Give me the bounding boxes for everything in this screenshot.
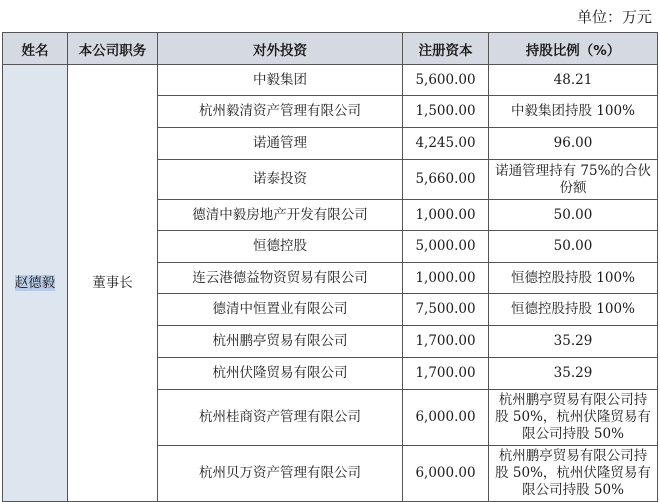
ratio-cell: 50.00 [489, 200, 658, 231]
ratio-cell: 50.00 [489, 231, 658, 263]
investment-table [2, 32, 658, 502]
ratio-cell: 恒德控股持股 100% [489, 294, 658, 326]
capital-cell: 5,600.00 [403, 65, 489, 96]
company-cell: 杭州伏隆贸易有限公司 [158, 358, 403, 390]
company-cell: 杭州桂商资产管理有限公司 [158, 390, 403, 446]
capital-cell: 4,245.00 [403, 128, 489, 160]
capital-cell: 1,000.00 [403, 200, 489, 231]
unit-label: 单位：万元 [576, 8, 652, 26]
company-cell: 连云港德益物资贸易有限公司 [158, 263, 403, 294]
ratio-cell: 中毅集团持股 100% [489, 96, 658, 128]
capital-cell: 5,660.00 [403, 160, 489, 200]
ratio-cell: 杭州鹏亭贸易有限公司持股 50%，杭州伏隆贸易有限公司持股 50% [489, 390, 658, 446]
person-name-cell [3, 65, 68, 502]
company-cell: 德清中毅房地产开发有限公司 [158, 200, 403, 231]
ratio-cell: 诺通管理持有 75%的合伙份额 [489, 160, 658, 200]
ratio-cell: 杭州鹏亭贸易有限公司持股 50%，杭州伏隆贸易有限公司持股 50% [489, 446, 658, 502]
capital-cell: 1,500.00 [403, 96, 489, 128]
company-cell: 杭州毅清资产管理有限公司 [158, 96, 403, 128]
table-header-row [3, 33, 658, 65]
capital-cell: 6,000.00 [403, 390, 489, 446]
company-cell: 中毅集团 [158, 65, 403, 96]
ratio-cell: 35.29 [489, 358, 658, 390]
company-cell: 杭州鹏亭贸易有限公司 [158, 326, 403, 358]
capital-cell: 7,500.00 [403, 294, 489, 326]
capital-cell: 1,700.00 [403, 358, 489, 390]
company-cell: 杭州贝万资产管理有限公司 [158, 446, 403, 502]
table-row [3, 65, 658, 96]
person-name: 赵德毅 [14, 274, 56, 291]
capital-cell: 6,000.00 [403, 446, 489, 502]
company-cell: 诺通管理 [158, 128, 403, 160]
header-position: 本公司职务 [68, 33, 158, 65]
company-cell: 恒德控股 [158, 231, 403, 263]
capital-cell: 1,700.00 [403, 326, 489, 358]
capital-cell: 1,000.00 [403, 263, 489, 294]
header-name: 姓名 [3, 33, 68, 65]
header-investment: 对外投资 [158, 33, 403, 65]
ratio-cell: 35.29 [489, 326, 658, 358]
ratio-cell: 96.00 [489, 128, 658, 160]
company-cell: 德清中恒置业有限公司 [158, 294, 403, 326]
ratio-cell: 48.21 [489, 65, 658, 96]
ratio-cell: 恒德控股持股 100% [489, 263, 658, 294]
company-cell: 诺泰投资 [158, 160, 403, 200]
header-ratio: 持股比例（%） [489, 33, 658, 65]
capital-cell: 5,000.00 [403, 231, 489, 263]
person-position: 董事长 [68, 65, 158, 502]
header-capital: 注册资本 [403, 33, 489, 65]
